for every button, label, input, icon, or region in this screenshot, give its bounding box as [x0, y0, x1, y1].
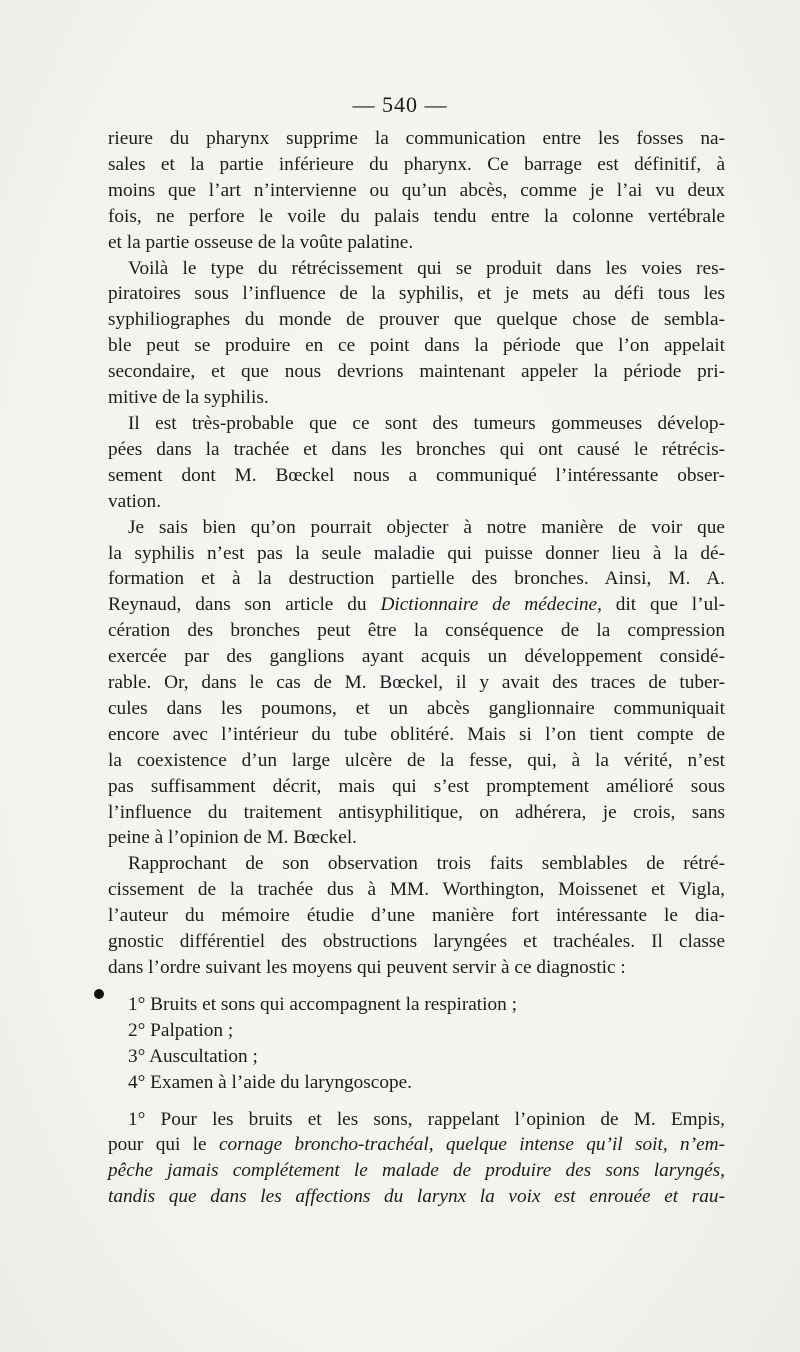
text-line: l’influence du traitement antisyphilitique, on adhérera, je crois, sans: [108, 801, 725, 823]
text-line: exercée par des ganglions ayant acquis un développement considé-: [108, 646, 725, 668]
text-line: cération des bronches peut être la conséquence de la compression: [108, 620, 725, 642]
text-line: syphiliographes du monde de prouver que quelque chose de sembla-: [108, 309, 725, 331]
ink-blot-mark: [94, 989, 104, 999]
text-line-with-italic: Reynaud, dans son article du Dictionnaire de médecine, dit que l’ul-: [108, 594, 725, 616]
page-body: [108, 126, 725, 1210]
text-line: sales et la partie inférieure du pharynx. Ce barrage est définitif, à: [108, 153, 725, 175]
text-line: la syphilis n’est pas la seule maladie qui puisse donner lieu à la dé-: [108, 542, 725, 564]
list-item: 1° Bruits et sons qui accompagnent la respiration ;: [128, 993, 517, 1015]
text-line: ble peut se produire en ce point dans la période que l’on appelait: [108, 335, 725, 357]
text-line: piratoires sous l’influence de la syphilis, et je mets au défi tous les: [108, 283, 725, 305]
italic-line: [108, 1158, 725, 1184]
text-line: pées dans la trachée et dans les bronches qui ont causé le rétrécis-: [108, 438, 725, 460]
text-line: dans l’ordre suivant les moyens qui peuvent servir à ce diagnostic :: [108, 957, 626, 978]
text-line: cissement de la trachée dus à MM. Worthington, Moissenet et Vigla,: [108, 879, 725, 901]
text-line: formation et à la destruction partielle des bronches. Ainsi, M. A.: [108, 568, 725, 590]
italic-text: pêche jamais complétement le malade de produire des sons laryngés,: [108, 1160, 725, 1182]
text-line: pas suffisamment décrit, mais qui s’est promptement amélioré sous: [108, 775, 725, 797]
text-line: 1° Pour les bruits et les sons, rappelant l’opinion de M. Empis,: [128, 1108, 725, 1130]
text-line: secondaire, et que nous devrions maintenant appeler la période pri-: [108, 361, 725, 383]
text-line: encore avec l’intérieur du tube oblitéré. Mais si l’on tient compte de: [108, 723, 725, 745]
text-line: rieure du pharynx supprime la communication entre les fosses na-: [108, 128, 725, 149]
text-line: l’auteur du mémoire étudie d’une manière fort intéressante le dia-: [108, 905, 725, 927]
text-line: la coexistence d’un large ulcère de la fesse, qui, à la vérité, n’est: [108, 749, 725, 771]
text-line: rable. Or, dans le cas de M. Bœckel, il y avait des traces de tuber-: [108, 672, 725, 694]
text-line: Rapprochant de son observation trois faits semblables de rétré-: [128, 853, 725, 875]
text-line: moins que l’art n’intervienne ou qu’un abcès, comme je l’ai vu deux: [108, 179, 725, 201]
italic-text: Dictionnaire de médecine: [380, 594, 598, 616]
text-line: et la partie osseuse de la voûte palatine.: [108, 231, 414, 253]
text-line: fois, ne perfore le voile du palais tendu entre la colonne vertébrale: [108, 205, 725, 227]
text-line: peine à l’opinion de M. Bœckel.: [108, 827, 357, 849]
text-line: Voilà le type du rétrécissement qui se produit dans les voies res-: [128, 257, 725, 279]
text-line: Je sais bien qu’on pourrait objecter à notre manière de voir que: [128, 516, 725, 538]
text-line: mitive de la syphilis.: [108, 387, 269, 409]
list-item: 3° Auscultation ;: [128, 1045, 258, 1067]
list-item: 2° Palpation ;: [128, 1019, 234, 1041]
roman-text: pour qui le: [108, 1134, 219, 1156]
text-line: Il est très-probable que ce sont des tumeurs gommeuses dévelop-: [128, 412, 725, 434]
italic-line: [108, 1184, 725, 1210]
page-number: — 540 —: [352, 92, 448, 117]
italic-text: cornage broncho-trachéal, quelque intense qu’il soit, n’em-: [218, 1134, 725, 1156]
text-line: vation.: [108, 490, 162, 512]
list-item: 4° Examen à l’aide du laryngoscope.: [128, 1071, 412, 1093]
text-line: sement dont M. Bœckel nous a communiqué l’intéressante obser-: [108, 464, 725, 486]
text-line: cules dans les poumons, et un abcès ganglionnaire communiquait: [108, 697, 725, 719]
text-line-with-italic: [108, 1132, 725, 1158]
text-line: gnostic différentiel des obstructions laryngées et trachéales. Il classe: [108, 931, 725, 953]
italic-text: tandis que dans les affections du larynx la voix est enrouée et rau-: [108, 1186, 725, 1208]
